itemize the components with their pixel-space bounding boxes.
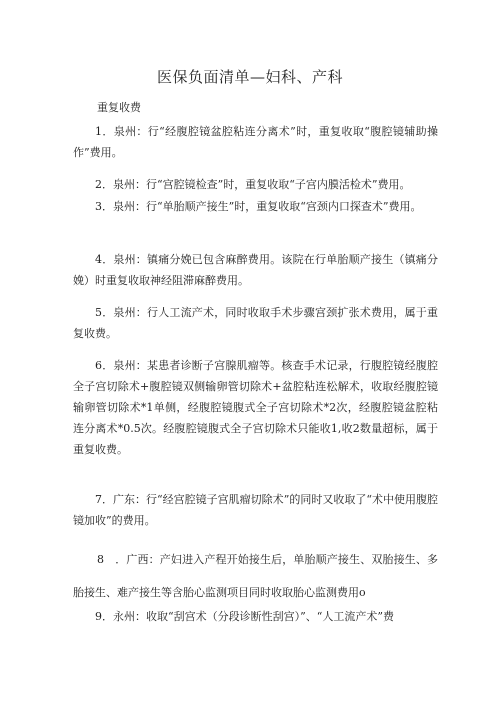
- document-title: 医保负面清单—妇科、产科: [156, 68, 343, 86]
- list-item: 9．永州：收取“刮宫术（分段诊断性刮宫）”、“人工流产术”费: [95, 610, 394, 623]
- list-item: 8 ．广西：产妇进入产程开始接生后，单胎顺产接生、双胎接生、多胎接生、难产接生等含胎心监测项目同时收取胎心监测费用o: [73, 553, 438, 599]
- section-heading: 重复收费: [97, 101, 141, 114]
- list-item: 7．广东：行“经宫腔镜子宫肌瘤切除术”的同时又收取了“术中使用腹腔镜加收”的费用。: [73, 493, 438, 527]
- list-item: 5．泉州：行人工流产术，同时收取手术步骤宫颈扩张术费用，属于重复收费。: [73, 306, 438, 340]
- list-item: 3．泉州：行“单胎顺产接生”时，重复收取“宫颈内口探查术”费用。: [95, 200, 422, 213]
- list-item: 1．泉州：行“经腹腔镜盆腔粘连分离术”时，重复收取“腹腔镜辅助操作”费用。: [73, 125, 438, 159]
- list-item: 4．泉州：镇痛分娩已包含麻醉费用。该院在行单胎顺产接生（镇痛分娩）时重复收取神经阻滞麻醉费用。: [73, 253, 438, 287]
- list-item: 6．泉州：某患者诊断子宫腺肌瘤等。核查手术记录，行腹腔镜经腹腔全子宫切除术+腹腔镜双侧输卵管切除术+盆腔粘连松解术，收取经腹腔镜输卵管切除术*1单侧，经腹腔镜腹式全子宫切除术*2次，经腹腔镜盆腔粘连分离术*0.5次。经腹腔镜腹式全子宫切除术只能收1,收2数量超标，属于重复收费。: [73, 359, 438, 456]
- list-item: 2．泉州：行“宫腔镜检查”时，重复收取“子宫内膜活检术”费用。: [95, 178, 411, 191]
